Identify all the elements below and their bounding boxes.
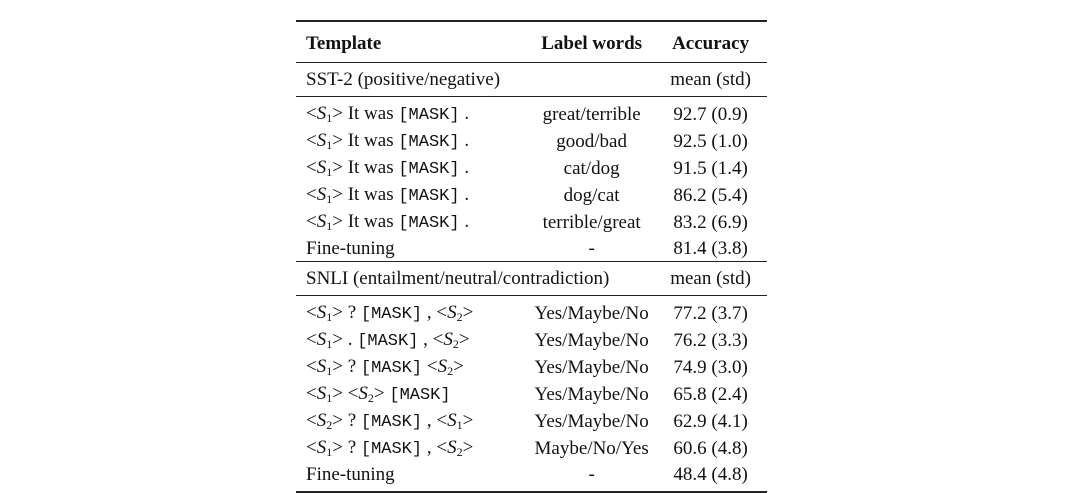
accuracy-cell: 81.4 (3.8) (673, 238, 748, 259)
accuracy-cell: 60.6 (4.8) (673, 438, 748, 459)
template-cell (296, 209, 529, 236)
label-words-cell: dog/cat (563, 185, 620, 206)
label-words-cell: Yes/Maybe/No (534, 330, 649, 351)
accuracy-cell: 86.2 (5.4) (673, 185, 748, 206)
sentence-placeholder: $<S_1>$ (306, 437, 343, 459)
mask-token: [MASK] (357, 332, 419, 351)
template-text: ? (342, 302, 361, 323)
sentence-placeholder: $<S_1>$ (306, 329, 343, 351)
template-text: , (422, 410, 437, 431)
table-row (296, 381, 767, 408)
template-cell (296, 381, 529, 408)
header-label-words: Label words (541, 32, 643, 54)
template-cell (296, 354, 529, 381)
template-text: . (459, 184, 470, 205)
template-text: . (342, 329, 358, 350)
sentence-placeholder: $<S_1>$ (436, 410, 474, 432)
sentence-placeholder: $<S_2>$ (436, 437, 474, 459)
accuracy-cell: 62.9 (4.1) (673, 411, 748, 432)
template-text: It was (342, 130, 399, 151)
table-row (296, 209, 767, 236)
sentence-placeholder: $<S_1>$ (306, 103, 343, 125)
table-row (296, 327, 767, 354)
label-words-cell: Yes/Maybe/No (534, 384, 649, 405)
label-words-cell: good/bad (556, 131, 627, 152)
section-title: SST-2 (positive/negative) (306, 69, 501, 90)
label-words-cell: Yes/Maybe/No (534, 357, 649, 378)
template-cell (296, 236, 529, 262)
table-row (296, 408, 767, 435)
template-text (343, 383, 348, 404)
sentence-placeholder: $<S_1>$ (306, 383, 343, 405)
label-words-cell: Yes/Maybe/No (534, 411, 649, 432)
accuracy-cell: 65.8 (2.4) (673, 384, 748, 405)
section-header-row (296, 63, 767, 97)
label-words-cell: cat/dog (563, 158, 620, 179)
header-accuracy: Accuracy (672, 32, 750, 54)
table-row (296, 435, 767, 462)
label-words-cell: great/terrible (542, 104, 641, 125)
template-cell (296, 462, 529, 492)
template-cell (296, 155, 529, 182)
accuracy-cell: 91.5 (1.4) (673, 158, 748, 179)
template-text: Fine-tuning (306, 464, 395, 485)
accuracy-cell: 92.7 (0.9) (673, 104, 748, 125)
table-row (296, 155, 767, 182)
template-text: , (422, 302, 437, 323)
table-row (296, 182, 767, 209)
table-row (296, 128, 767, 155)
mask-token: [MASK] (360, 440, 423, 459)
template-text: It was (342, 157, 399, 178)
mask-token: [MASK] (398, 133, 460, 152)
template-text: ? (342, 410, 361, 431)
template-cell (296, 182, 529, 209)
template-text: , (422, 437, 437, 458)
accuracy-cell: 76.2 (3.3) (673, 330, 748, 351)
sentence-placeholder: $<S_1>$ (306, 356, 343, 378)
header-row (296, 21, 767, 63)
mask-token: [MASK] (360, 359, 423, 378)
template-text: . (459, 211, 470, 232)
sentence-placeholder: $<S_1>$ (306, 211, 343, 233)
sentence-placeholder: $<S_1>$ (306, 302, 343, 324)
template-cell (296, 408, 529, 435)
template-cell (296, 327, 529, 354)
accuracy-cell: 92.5 (1.0) (673, 131, 748, 152)
label-words-cell: terrible/great (542, 212, 641, 233)
table-row (296, 462, 767, 492)
results-table-container (296, 20, 767, 493)
template-text: , (418, 329, 433, 350)
sentence-placeholder: $<S_2>$ (347, 383, 385, 405)
accuracy-cell: 74.9 (3.0) (673, 357, 748, 378)
accuracy-cell: 48.4 (4.8) (673, 464, 748, 485)
section-metric: mean (std) (670, 69, 751, 90)
label-words-cell: Yes/Maybe/No (534, 303, 649, 324)
accuracy-cell: 77.2 (3.7) (673, 303, 748, 324)
template-text: ? (342, 437, 361, 458)
results-table (296, 20, 767, 493)
template-cell (296, 128, 529, 155)
sentence-placeholder: $<S_2>$ (426, 356, 464, 378)
table-body (296, 63, 767, 493)
template-cell (296, 296, 529, 328)
sentence-placeholder: $<S_1>$ (306, 157, 343, 179)
label-words-cell: - (588, 238, 595, 259)
template-text: . (459, 103, 470, 124)
mask-token: [MASK] (398, 160, 460, 179)
template-cell (296, 435, 529, 462)
template-text: . (459, 130, 470, 151)
mask-token: [MASK] (398, 106, 460, 125)
table-row (296, 97, 767, 129)
table-row (296, 296, 767, 328)
table-row (296, 354, 767, 381)
label-words-cell: Maybe/No/Yes (534, 438, 649, 459)
mask-token: [MASK] (360, 413, 423, 432)
sentence-placeholder: $<S_2>$ (432, 329, 470, 351)
mask-token: [MASK] (360, 305, 423, 324)
sentence-placeholder: $<S_1>$ (306, 184, 343, 206)
accuracy-cell: 83.2 (6.9) (673, 212, 748, 233)
template-text: It was (342, 184, 399, 205)
mask-token: [MASK] (389, 386, 451, 405)
mask-token: [MASK] (398, 187, 460, 206)
template-text: It was (342, 211, 399, 232)
sentence-placeholder: $<S_2>$ (436, 302, 474, 324)
sentence-placeholder: $<S_1>$ (306, 130, 343, 152)
table-row (296, 236, 767, 262)
template-text: Fine-tuning (306, 238, 395, 259)
section-header-row (296, 262, 767, 296)
header-template: Template (306, 32, 382, 54)
sentence-placeholder: $<S_2>$ (306, 410, 343, 432)
section-metric: mean (std) (670, 268, 751, 289)
template-text: ? (342, 356, 361, 377)
template-cell (296, 97, 529, 129)
template-text: It was (342, 103, 399, 124)
section-title: SNLI (entailment/neutral/contradiction) (306, 268, 610, 289)
label-words-cell: - (588, 464, 595, 485)
template-text: . (459, 157, 470, 178)
mask-token: [MASK] (398, 214, 460, 233)
